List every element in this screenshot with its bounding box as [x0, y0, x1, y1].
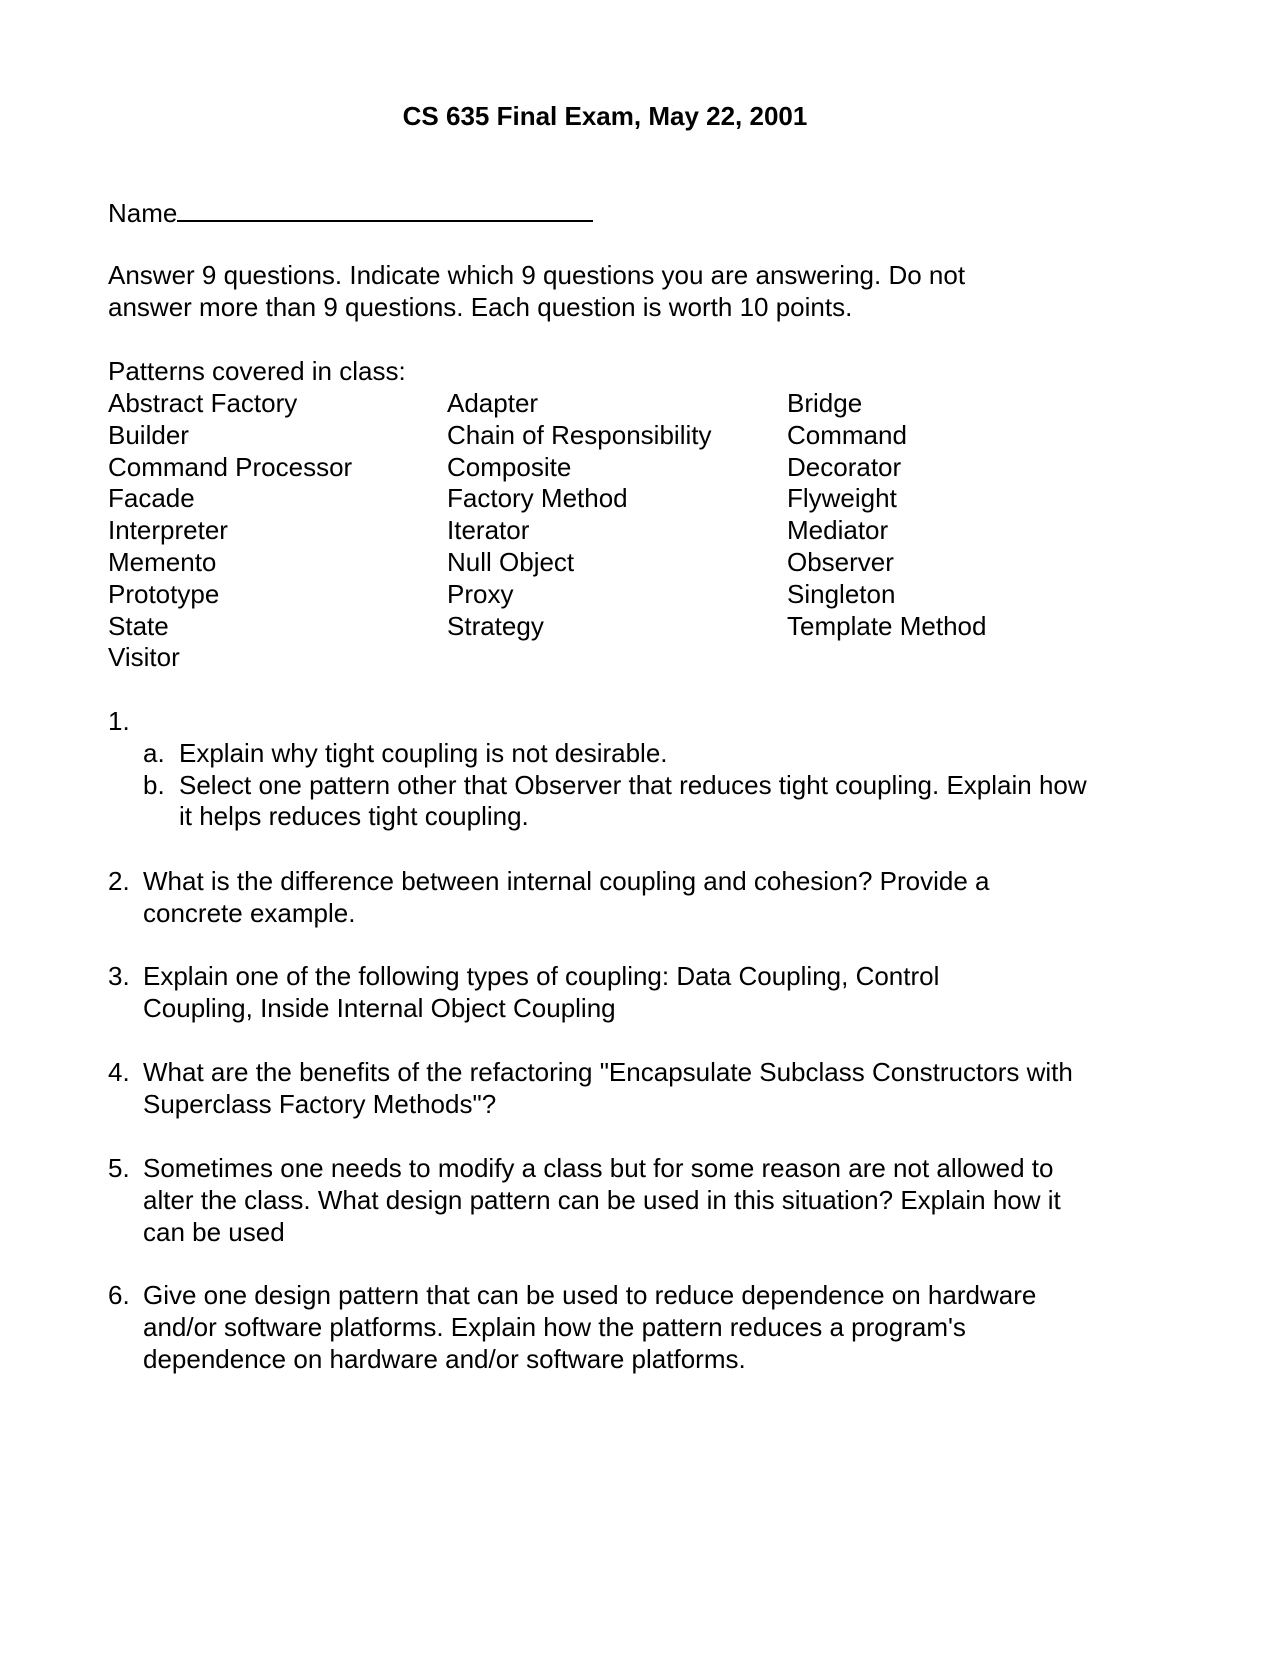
question-number: 3.	[108, 961, 130, 991]
instructions	[108, 260, 965, 324]
question-1a	[143, 738, 1118, 770]
sub-letter: b.	[143, 769, 165, 800]
patterns-column-1	[108, 388, 352, 674]
question-text: Explain one of the following types of coupling: Data Coupling, Control Coupling, Inside Internal Object Coupling	[143, 961, 940, 1023]
patterns-column-3	[787, 388, 986, 642]
pattern-item: Null Object	[447, 546, 575, 577]
pattern-item: Factory Method	[447, 483, 628, 514]
pattern-item: Memento	[108, 546, 217, 577]
question-2	[108, 866, 1118, 930]
pattern-item: Builder	[108, 419, 189, 450]
question-text: What are the benefits of the refactoring "Encapsulate Subclass Constructors with Superclass Factory Methods"?	[143, 1057, 1073, 1119]
sub-text: Select one pattern other that Observer that reduces tight coupling. Explain how it helps reduces tight coupling.	[179, 769, 1087, 832]
pattern-item: Singleton	[787, 578, 896, 609]
question-4	[108, 1057, 1118, 1121]
pattern-item: Command Processor	[108, 451, 353, 482]
sub-letter: a.	[143, 737, 165, 768]
pattern-item: Composite	[447, 451, 572, 482]
pattern-item: Visitor	[108, 642, 180, 673]
pattern-item: Iterator	[447, 515, 530, 546]
question-text: Sometimes one needs to modify a class but for some reason are not allowed to alter the class. What design pattern can be used in this situation? Explain how it can be used	[143, 1153, 1061, 1247]
pattern-item: Interpreter	[108, 515, 228, 546]
pattern-item: Flyweight	[787, 483, 897, 514]
name-field[interactable]	[108, 196, 593, 230]
sub-text: Explain why tight coupling is not desirable.	[179, 737, 668, 768]
pattern-item: Decorator	[787, 451, 902, 482]
pattern-item: Template Method	[787, 610, 987, 641]
question-number: 6.	[108, 1280, 130, 1310]
question-number: 2.	[108, 866, 130, 896]
pattern-item: Proxy	[447, 578, 514, 609]
pattern-item: Command	[787, 419, 907, 450]
patterns-heading: Patterns covered in class:	[108, 356, 406, 386]
question-3	[108, 961, 1118, 1025]
question-number: 5.	[108, 1153, 130, 1183]
question-text: Give one design pattern that can be used to reduce dependence on hardware and/or software platforms. Explain how the pattern reduces a program's dependence on hardware and/or software platforms.	[143, 1280, 1037, 1374]
question-number: 1.	[108, 706, 130, 736]
pattern-item: Mediator	[787, 515, 889, 546]
question-5	[108, 1153, 1118, 1248]
question-number: 4.	[108, 1057, 130, 1087]
question-1	[108, 706, 1118, 833]
patterns-column-2	[447, 388, 711, 642]
pattern-item: Strategy	[447, 610, 544, 641]
question-text: What is the difference between internal coupling and cohesion? Provide a concrete example.	[143, 866, 990, 928]
pattern-item: Adapter	[447, 388, 539, 418]
pattern-item: State	[108, 610, 169, 641]
instructions-line: answer more than 9 questions. Each question is worth 10 points.	[108, 291, 853, 322]
pattern-item: Facade	[108, 483, 195, 514]
pattern-item: Abstract Factory	[108, 388, 298, 418]
pattern-item: Chain of Responsibility	[447, 419, 712, 450]
name-blank-line[interactable]	[177, 196, 593, 222]
pattern-item: Prototype	[108, 578, 220, 609]
exam-title: CS 635 Final Exam, May 22, 2001	[402, 101, 808, 131]
pattern-item: Bridge	[787, 388, 863, 418]
pattern-item: Observer	[787, 546, 894, 577]
name-label: Name	[108, 198, 178, 228]
question-1b	[143, 770, 1118, 834]
question-6	[108, 1280, 1118, 1375]
instructions-line: Answer 9 questions. Indicate which 9 questions you are answering. Do not	[108, 260, 966, 290]
